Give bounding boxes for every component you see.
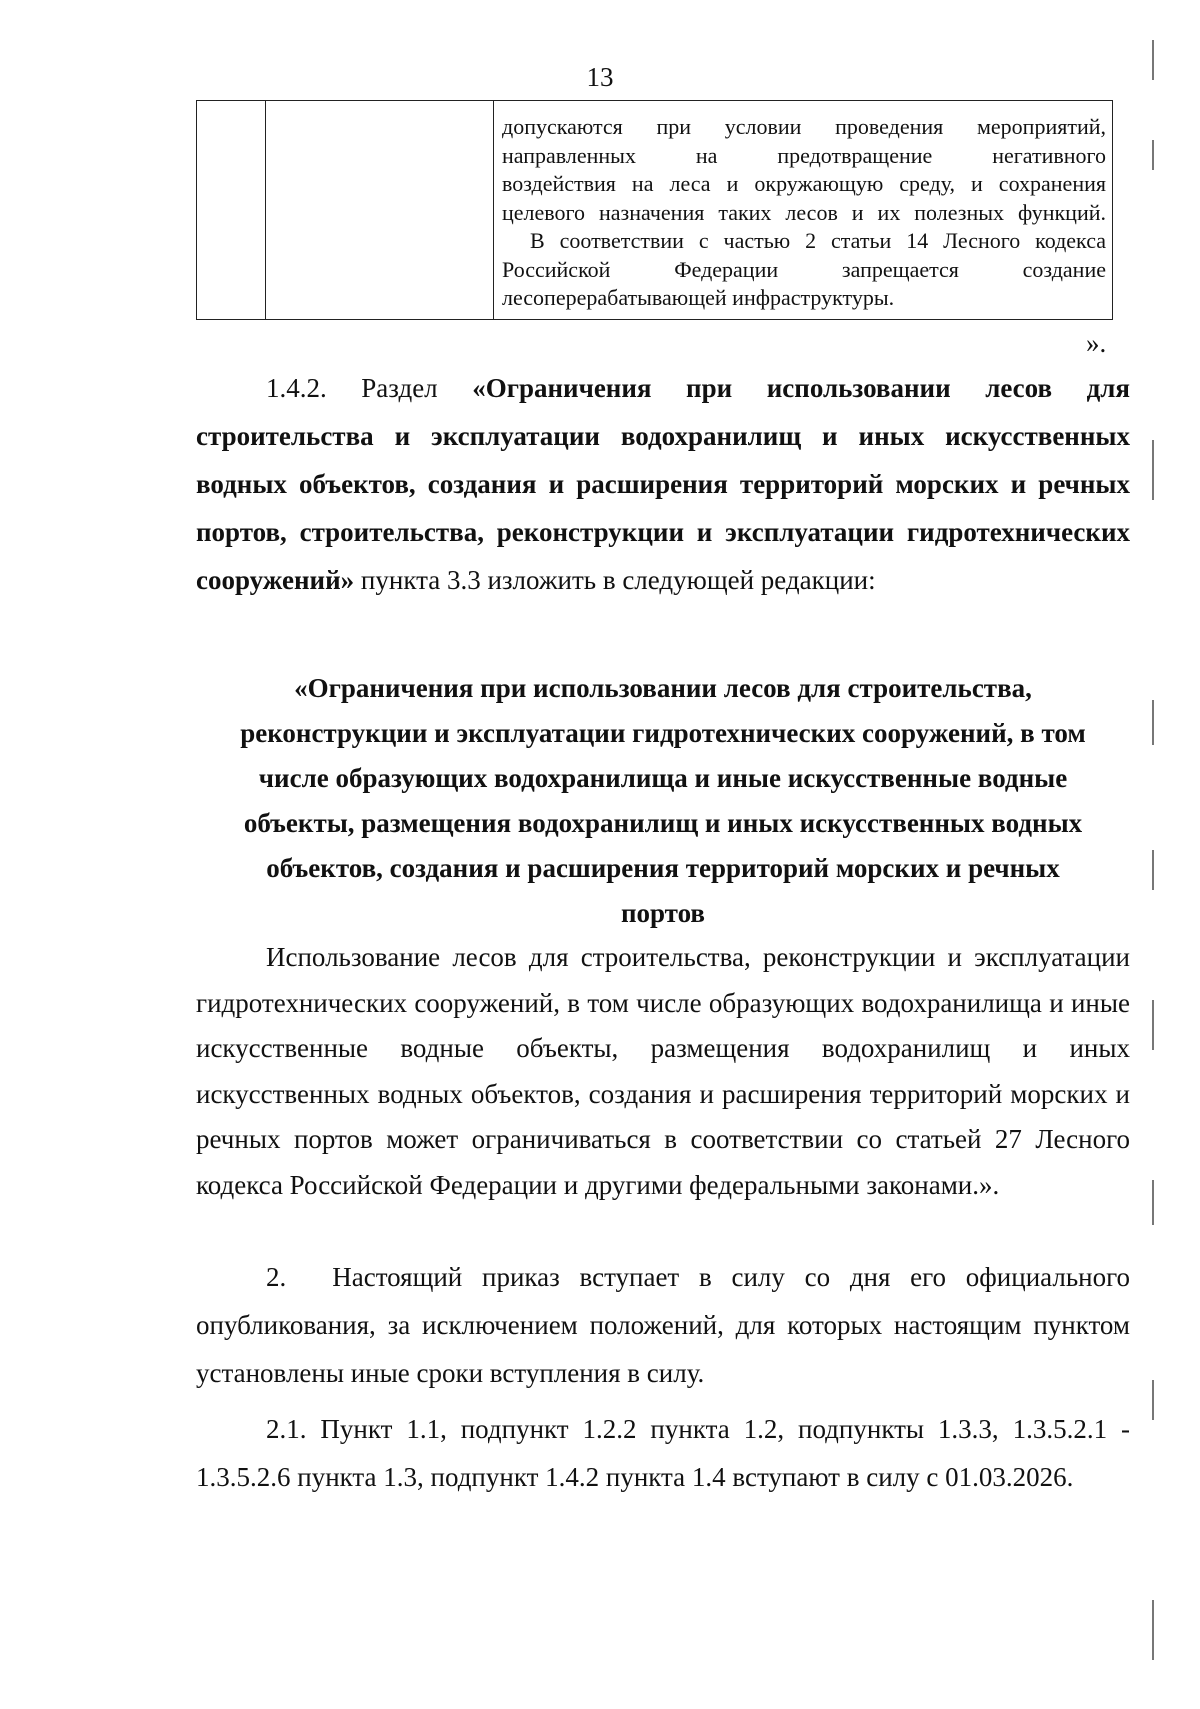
cell-line: В соответствии с частью 2 статьи 14 Лесного кодекса xyxy=(530,228,1106,253)
scan-margin-mark xyxy=(1152,850,1154,890)
heading-line: портов xyxy=(620,898,706,928)
heading-line: объектов, создания и расширения территорий морских и речных xyxy=(266,853,1060,883)
paragraph-2 xyxy=(196,1253,1130,1397)
paragraph-2-number: 2. xyxy=(266,1262,287,1292)
paragraph-2-text: Настоящий приказ вступает в силу со дня его официального опубликования, за исключением положений, для которых настоящим пунктом установлены иные сроки вступления в силу. xyxy=(196,1262,1130,1388)
heading-line: реконструкции и эксплуатации гидротехнических сооружений, в том xyxy=(240,718,1086,748)
cell-line: лесоперерабатывающей инфраструктуры. xyxy=(502,285,895,310)
cell-line: целевого назначения таких лесов и их полезных функций. xyxy=(502,199,1106,225)
forest-use-paragraph: Использование лесов для строительства, реконструкции и эксплуатации гидротехнических сооружений, в том числе образующих водохранилища и иные искусственные водные объекты, размещения водохранилищ и иных искусственных водных объектов, создания и расширения территорий морских и речных портов может ограничиваться в соответствии со статьей 27 Лесного кодекса Российской Федерации и другими федеральными законами.». xyxy=(196,942,1130,1200)
scan-margin-mark xyxy=(1152,1380,1154,1420)
section-bold-title: «Ограничения при использовании лесов для строительства и эксплуатации водохранилищ и иных искусственных водных объектов, создания и расширения территорий морских и речных портов, строительства, реконструкции и эксплуатации гидротехнических сооружений» xyxy=(196,373,1130,595)
scan-margin-mark xyxy=(1152,140,1154,170)
cell-line: Российской Федерации запрещается создание xyxy=(502,256,1106,282)
scan-margin-mark xyxy=(1152,1600,1154,1660)
table-cell-number xyxy=(197,101,266,320)
scan-margin-mark xyxy=(1152,1000,1154,1050)
paragraph-2-1: 2.1. Пункт 1.1, подпункт 1.2.2 пункта 1.2, подпункты 1.3.3, 1.3.5.2.1 - 1.3.5.2.6 пункта 1.3, подпункт 1.4.2 пункта 1.4 вступают в силу с 01.03.2026. xyxy=(196,1414,1130,1492)
cell-line: допускаются при условии проведения мероприятий, xyxy=(502,114,1106,139)
section-prefix: 1.4.2. Раздел xyxy=(266,373,473,403)
section-1-4-2 xyxy=(196,364,1130,604)
scan-margin-mark xyxy=(1152,440,1154,500)
heading-line: числе образующих водохранилища и иные искусственные водные xyxy=(258,763,1068,793)
scan-margin-mark xyxy=(1152,700,1154,745)
heading-line: «Ограничения при использовании лесов для строительства, xyxy=(294,673,1032,703)
table-cell-name xyxy=(266,101,494,320)
heading-line: объекты, размещения водохранилищ и иных искусственных водных xyxy=(243,808,1083,838)
table-row xyxy=(197,101,1113,320)
amended-section-heading xyxy=(196,666,1130,936)
amendment-table xyxy=(196,100,1113,320)
page-number: 13 xyxy=(586,62,614,92)
table-cell-content xyxy=(494,101,1113,320)
cell-line: направленных на предотвращение негативного xyxy=(502,142,1106,168)
scan-margin-mark xyxy=(1152,1180,1154,1225)
section-suffix: пункта 3.3 изложить в следующей редакции: xyxy=(354,565,876,595)
cell-line: воздействия на леса и окружающую среду, и сохранения xyxy=(502,171,1106,196)
scan-margin-mark xyxy=(1152,40,1154,80)
closing-quote: ». xyxy=(1086,328,1107,358)
